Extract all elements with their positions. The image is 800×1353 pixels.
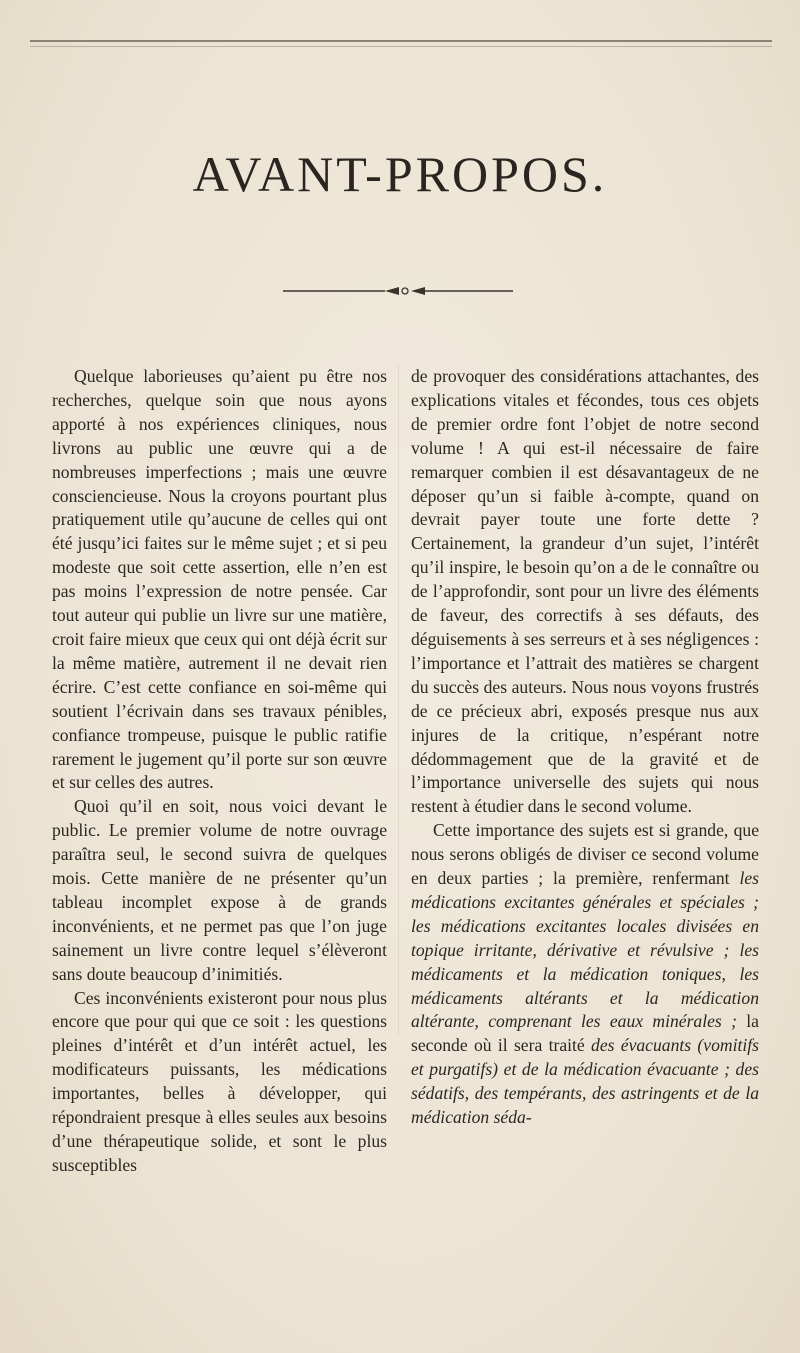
column-gutter	[398, 365, 399, 1035]
paragraph-5-part-2: les médications excitantes générales et spéciales ; les médications excitantes locales divisées en topique irritante, dérivative et révulsive ; les médicaments et la médication toniques, les médicaments altérants et la médication altérante, comprenant les eaux minérales ;	[411, 868, 759, 1032]
paragraph-5-part-1: Cette importance des sujets est si grande, que nous serons obligés de diviser ce second volume en deux parties ; la première, renfermant	[411, 820, 759, 889]
top-rule-thin	[30, 46, 772, 47]
paragraph-5-part-3: la seconde où il sera traité	[411, 1011, 759, 1056]
paragraph-1: Quelque laborieuses qu’aient pu être nos recherches, quelque soin que nous ayons apporté à nos expériences cliniques, nous livrons au public une œuvre qui a de nombreuses imperfections ; mais une œuvre consciencieuse. Nous la croyons pourtant plus pratiquement utile qu’aucune de celles qui ont été jusqu’ici faites sur le même sujet ; et si peu modeste que soit cette assertion, elle n’en est pas moins l’expression de notre pensée. Car tout auteur qui publie un livre sur une matière, croit faire mieux que ceux qui ont déjà écrit sur la même matière, autrement il ne devait rien écrire. C’est cette confiance en soi-même qui soutient l’écrivain dans ses travaux pénibles, confiance trompeuse, puisque le public ratifie rarement le jugement qu’il porte sur son œuvre et sur celles des autres.	[52, 366, 387, 793]
paragraph-4: de provoquer des considérations attachantes, des explications vitales et fécondes, tous ces objets de premier ordre font l’objet de notre second volume ! A qui est-il nécessaire de faire remarquer combien il est désavantageux de ne déposer qu’un si faible à-compte, quand on devrait payer toute une forte dette ? Certainement, la grandeur d’un sujet, l’intérêt qu’il inspire, le besoin qu’on a de le connaître ou de l’approfondir, sont pour un livre des éléments de faveur, des correctifs à ses défauts, des déguisements à ses serreurs et à ses négligences : l’importance et l’attrait des matières se chargent du succès des auteurs. Nous nous voyons frustrés de ce précieux abri, exposés presque nus aux injures de la critique, n’espérant notre dédommagement que de la gravité et de l’importance universelle des sujets qui nous restent à étudier dans le second volume.	[411, 366, 759, 817]
paragraph-5-part-4: des évacuants (vomitifs et purgatifs) et de la médication évacuante ; des sédatifs, des tempérants, des astringents et de la médication séda-	[411, 1035, 759, 1128]
top-rule	[30, 40, 772, 42]
ornament-divider-icon	[283, 283, 513, 299]
paragraph-5	[411, 819, 759, 1130]
paragraph-3: Ces inconvénients existeront pour nous plus encore que pour qui que ce soit : les questions pleines d’intérêt et d’un intérêt actuel, les modificateurs puissants, les médications importantes, belles à développer, qui répondraient presque à elles seules aux besoins d’une thérapeutique solide, et sont le plus susceptibles	[52, 987, 387, 1175]
page-title: AVANT-PROPOS.	[192, 146, 608, 202]
paragraph-2: Quoi qu’il en soit, nous voici devant le public. Le premier volume de notre ouvrage paraîtra seul, le second suivra de quelques mois. Cette manière de ne présenter qu’un tableau incomplet expose à de grands inconvénients, et ne permet pas que l’on juge sainement un livre contre lequel s’élèveront sans doute beaucoup d’inimitiés.	[52, 796, 387, 984]
right-column	[411, 365, 759, 1130]
left-column	[52, 365, 387, 1178]
